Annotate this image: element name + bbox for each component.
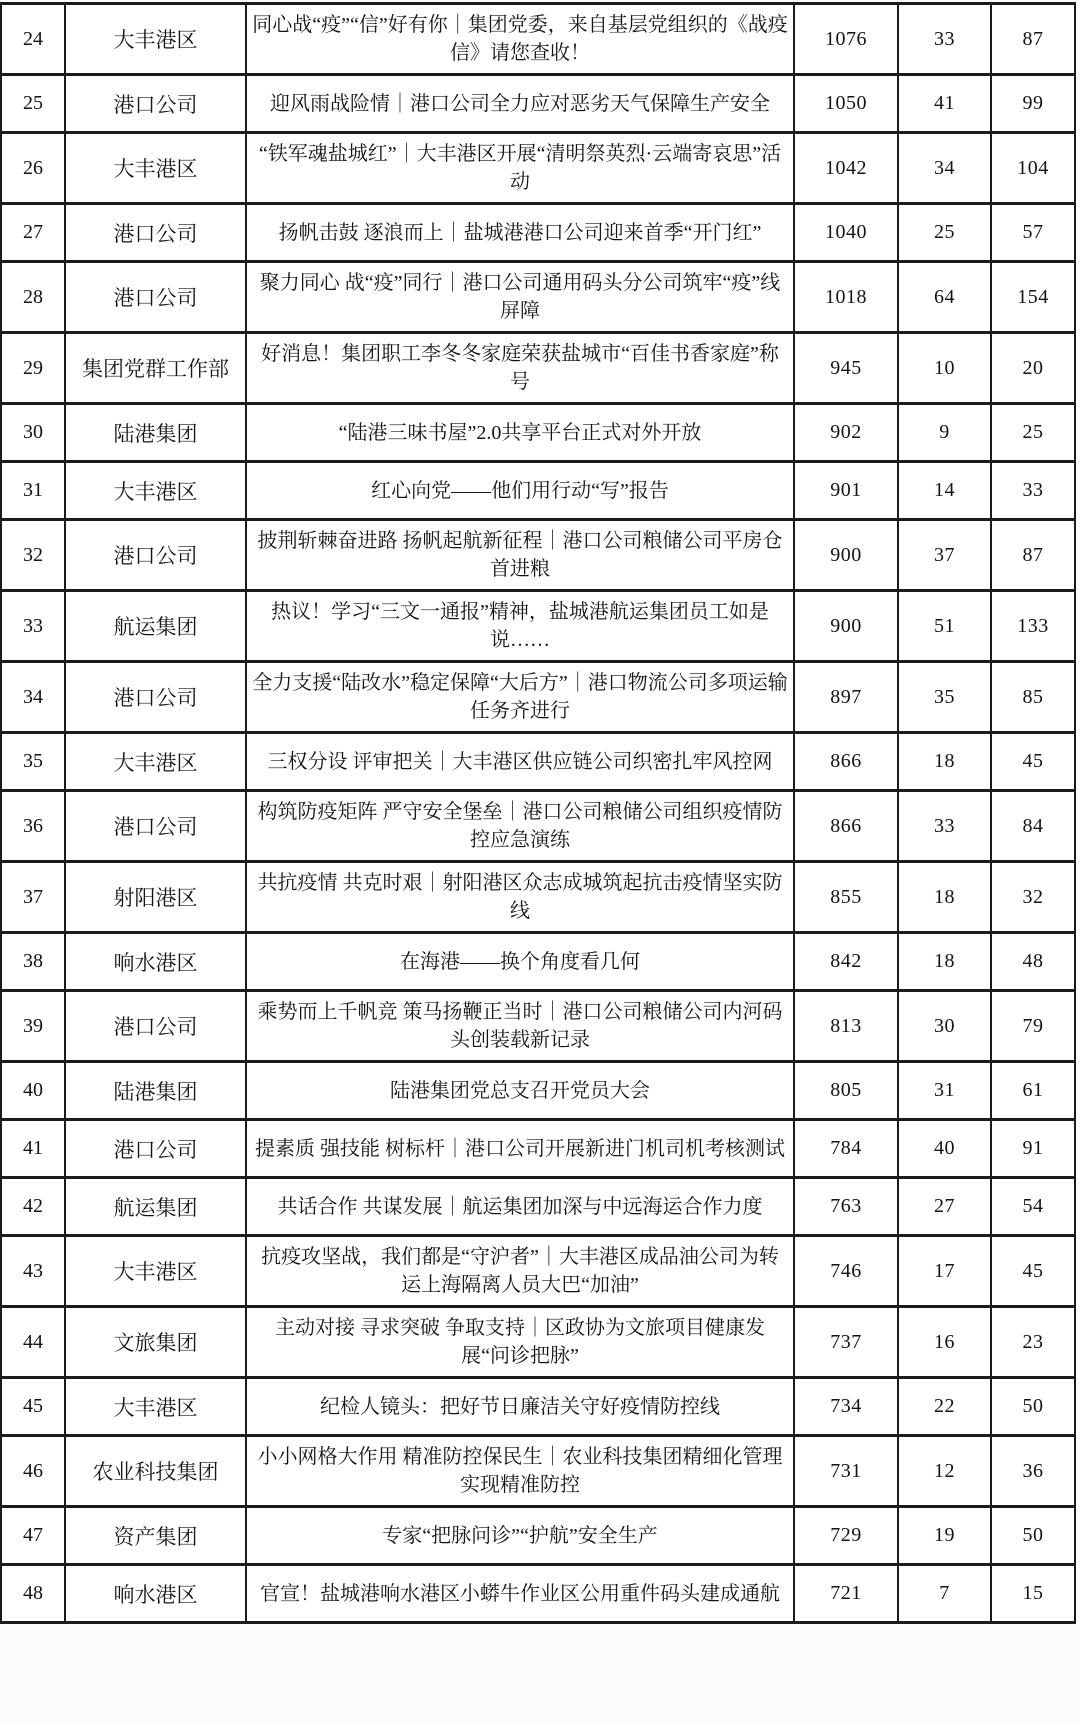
table-row xyxy=(1,204,1075,262)
title-cell: 官宣！盐城港响水港区小蟒牛作业区公用重件码头建成通航 xyxy=(246,1565,794,1623)
metric-1-cell: 945 xyxy=(794,333,898,404)
metric-1-cell: 900 xyxy=(794,591,898,662)
table-row xyxy=(1,991,1075,1062)
metric-2-cell: 16 xyxy=(898,1307,991,1378)
rank-cell: 34 xyxy=(1,662,65,733)
metric-2-cell: 17 xyxy=(898,1236,991,1307)
department-cell: 陆港集团 xyxy=(65,404,246,462)
metric-3-cell: 104 xyxy=(991,133,1075,204)
department-cell: 港口公司 xyxy=(65,520,246,591)
rank-cell: 31 xyxy=(1,462,65,520)
metric-3-cell: 79 xyxy=(991,991,1075,1062)
rank-cell: 28 xyxy=(1,262,65,333)
metric-1-cell: 1042 xyxy=(794,133,898,204)
metric-2-cell: 18 xyxy=(898,733,991,791)
metric-2-cell: 64 xyxy=(898,262,991,333)
rank-cell: 46 xyxy=(1,1436,65,1507)
rank-cell: 30 xyxy=(1,404,65,462)
department-cell: 航运集团 xyxy=(65,1178,246,1236)
metric-2-cell: 40 xyxy=(898,1120,991,1178)
metric-3-cell: 45 xyxy=(991,733,1075,791)
table-row xyxy=(1,733,1075,791)
metric-1-cell: 866 xyxy=(794,733,898,791)
metric-1-cell: 897 xyxy=(794,662,898,733)
metric-3-cell: 57 xyxy=(991,204,1075,262)
metric-1-cell: 1050 xyxy=(794,75,898,133)
department-cell: 大丰港区 xyxy=(65,1236,246,1307)
rank-cell: 43 xyxy=(1,1236,65,1307)
title-cell: 红心向党——他们用行动“写”报告 xyxy=(246,462,794,520)
title-cell: 纪检人镜头：把好节日廉洁关守好疫情防控线 xyxy=(246,1378,794,1436)
metric-1-cell: 729 xyxy=(794,1507,898,1565)
metric-3-cell: 85 xyxy=(991,662,1075,733)
title-cell: 三权分设 评审把关｜大丰港区供应链公司织密扎牢风控网 xyxy=(246,733,794,791)
table-row xyxy=(1,1307,1075,1378)
table-row xyxy=(1,1236,1075,1307)
metric-3-cell: 15 xyxy=(991,1565,1075,1623)
table-row xyxy=(1,1062,1075,1120)
metric-2-cell: 18 xyxy=(898,933,991,991)
department-cell: 航运集团 xyxy=(65,591,246,662)
department-cell: 港口公司 xyxy=(65,1120,246,1178)
table-row xyxy=(1,933,1075,991)
rank-cell: 42 xyxy=(1,1178,65,1236)
metric-1-cell: 763 xyxy=(794,1178,898,1236)
department-cell: 大丰港区 xyxy=(65,133,246,204)
metric-2-cell: 14 xyxy=(898,462,991,520)
metric-1-cell: 1076 xyxy=(794,4,898,75)
metric-3-cell: 61 xyxy=(991,1062,1075,1120)
metric-2-cell: 30 xyxy=(898,991,991,1062)
table-row xyxy=(1,1378,1075,1436)
title-cell: 同心战“疫”“信”好有你｜集团党委，来自基层党组织的《战疫信》请您查收！ xyxy=(246,4,794,75)
article-stats-table xyxy=(0,2,1076,1624)
metric-3-cell: 87 xyxy=(991,520,1075,591)
title-cell: 共话合作 共谋发展｜航运集团加深与中远海运合作力度 xyxy=(246,1178,794,1236)
metric-1-cell: 1040 xyxy=(794,204,898,262)
title-cell: 抗疫攻坚战，我们都是“守沪者”｜大丰港区成品油公司为转运上海隔离人员大巴“加油” xyxy=(246,1236,794,1307)
metric-2-cell: 35 xyxy=(898,662,991,733)
rank-cell: 39 xyxy=(1,991,65,1062)
metric-3-cell: 99 xyxy=(991,75,1075,133)
metric-3-cell: 32 xyxy=(991,862,1075,933)
department-cell: 大丰港区 xyxy=(65,1378,246,1436)
department-cell: 港口公司 xyxy=(65,662,246,733)
metric-1-cell: 902 xyxy=(794,404,898,462)
metric-1-cell: 900 xyxy=(794,520,898,591)
rank-cell: 44 xyxy=(1,1307,65,1378)
metric-2-cell: 10 xyxy=(898,333,991,404)
title-cell: 提素质 强技能 树标杆｜港口公司开展新进门机司机考核测试 xyxy=(246,1120,794,1178)
metric-3-cell: 50 xyxy=(991,1507,1075,1565)
metric-3-cell: 133 xyxy=(991,591,1075,662)
title-cell: 在海港——换个角度看几何 xyxy=(246,933,794,991)
metric-3-cell: 23 xyxy=(991,1307,1075,1378)
metric-2-cell: 12 xyxy=(898,1436,991,1507)
title-cell: 主动对接 寻求突破 争取支持｜区政协为文旅项目健康发展“问诊把脉” xyxy=(246,1307,794,1378)
department-cell: 集团党群工作部 xyxy=(65,333,246,404)
department-cell: 港口公司 xyxy=(65,991,246,1062)
title-cell: 专家“把脉问诊”“护航”安全生产 xyxy=(246,1507,794,1565)
table-row xyxy=(1,520,1075,591)
title-cell: “铁军魂盐城红”｜大丰港区开展“清明祭英烈·云端寄哀思”活动 xyxy=(246,133,794,204)
metric-1-cell: 746 xyxy=(794,1236,898,1307)
metric-3-cell: 33 xyxy=(991,462,1075,520)
title-cell: 聚力同心 战“疫”同行｜港口公司通用码头分公司筑牢“疫”线屏障 xyxy=(246,262,794,333)
metric-2-cell: 34 xyxy=(898,133,991,204)
title-cell: “陆港三味书屋”2.0共享平台正式对外开放 xyxy=(246,404,794,462)
table-row xyxy=(1,1507,1075,1565)
metric-1-cell: 855 xyxy=(794,862,898,933)
department-cell: 大丰港区 xyxy=(65,4,246,75)
metric-2-cell: 33 xyxy=(898,4,991,75)
rank-cell: 38 xyxy=(1,933,65,991)
metric-1-cell: 813 xyxy=(794,991,898,1062)
department-cell: 农业科技集团 xyxy=(65,1436,246,1507)
metric-1-cell: 737 xyxy=(794,1307,898,1378)
department-cell: 港口公司 xyxy=(65,262,246,333)
rank-cell: 36 xyxy=(1,791,65,862)
department-cell: 资产集团 xyxy=(65,1507,246,1565)
title-cell: 迎风雨战险情｜港口公司全力应对恶劣天气保障生产安全 xyxy=(246,75,794,133)
title-cell: 乘势而上千帆竞 策马扬鞭正当时｜港口公司粮储公司内河码头创装载新记录 xyxy=(246,991,794,1062)
rank-cell: 41 xyxy=(1,1120,65,1178)
metric-3-cell: 154 xyxy=(991,262,1075,333)
table-row xyxy=(1,462,1075,520)
table-row xyxy=(1,75,1075,133)
title-cell: 构筑防疫矩阵 严守安全堡垒｜港口公司粮储公司组织疫情防控应急演练 xyxy=(246,791,794,862)
department-cell: 射阳港区 xyxy=(65,862,246,933)
metric-3-cell: 48 xyxy=(991,933,1075,991)
metric-2-cell: 41 xyxy=(898,75,991,133)
rank-cell: 29 xyxy=(1,333,65,404)
metric-2-cell: 22 xyxy=(898,1378,991,1436)
metric-3-cell: 50 xyxy=(991,1378,1075,1436)
rank-cell: 45 xyxy=(1,1378,65,1436)
title-cell: 全力支援“陆改水”稳定保障“大后方”｜港口物流公司多项运输任务齐进行 xyxy=(246,662,794,733)
table-row xyxy=(1,862,1075,933)
metric-3-cell: 25 xyxy=(991,404,1075,462)
metric-1-cell: 734 xyxy=(794,1378,898,1436)
rank-cell: 33 xyxy=(1,591,65,662)
metric-3-cell: 36 xyxy=(991,1436,1075,1507)
table-row xyxy=(1,4,1075,75)
title-cell: 共抗疫情 共克时艰｜射阳港区众志成城筑起抗击疫情坚实防线 xyxy=(246,862,794,933)
metric-1-cell: 731 xyxy=(794,1436,898,1507)
title-cell: 热议！学习“三文一通报”精神，盐城港航运集团员工如是说…… xyxy=(246,591,794,662)
table-row xyxy=(1,1120,1075,1178)
department-cell: 大丰港区 xyxy=(65,462,246,520)
metric-2-cell: 33 xyxy=(898,791,991,862)
title-cell: 扬帆击鼓 逐浪而上｜盐城港港口公司迎来首季“开门红” xyxy=(246,204,794,262)
title-cell: 小小网格大作用 精准防控保民生｜农业科技集团精细化管理实现精准防控 xyxy=(246,1436,794,1507)
title-cell: 披荆斩棘奋进路 扬帆起航新征程｜港口公司粮储公司平房仓首进粮 xyxy=(246,520,794,591)
table-row xyxy=(1,662,1075,733)
table-row xyxy=(1,333,1075,404)
department-cell: 响水港区 xyxy=(65,1565,246,1623)
metric-3-cell: 84 xyxy=(991,791,1075,862)
metric-2-cell: 18 xyxy=(898,862,991,933)
table-row xyxy=(1,591,1075,662)
rank-cell: 35 xyxy=(1,733,65,791)
metric-3-cell: 54 xyxy=(991,1178,1075,1236)
rank-cell: 25 xyxy=(1,75,65,133)
metric-3-cell: 91 xyxy=(991,1120,1075,1178)
department-cell: 港口公司 xyxy=(65,204,246,262)
metric-2-cell: 19 xyxy=(898,1507,991,1565)
metric-1-cell: 901 xyxy=(794,462,898,520)
department-cell: 港口公司 xyxy=(65,75,246,133)
rank-cell: 32 xyxy=(1,520,65,591)
table-row xyxy=(1,1178,1075,1236)
department-cell: 大丰港区 xyxy=(65,733,246,791)
department-cell: 港口公司 xyxy=(65,791,246,862)
rank-cell: 27 xyxy=(1,204,65,262)
metric-2-cell: 31 xyxy=(898,1062,991,1120)
metric-2-cell: 25 xyxy=(898,204,991,262)
metric-2-cell: 51 xyxy=(898,591,991,662)
metric-1-cell: 1018 xyxy=(794,262,898,333)
metric-3-cell: 45 xyxy=(991,1236,1075,1307)
metric-3-cell: 87 xyxy=(991,4,1075,75)
metric-1-cell: 842 xyxy=(794,933,898,991)
rank-cell: 47 xyxy=(1,1507,65,1565)
table-row xyxy=(1,404,1075,462)
rank-cell: 37 xyxy=(1,862,65,933)
table-row xyxy=(1,133,1075,204)
metric-3-cell: 20 xyxy=(991,333,1075,404)
metric-1-cell: 805 xyxy=(794,1062,898,1120)
metric-1-cell: 721 xyxy=(794,1565,898,1623)
rank-cell: 24 xyxy=(1,4,65,75)
metric-2-cell: 7 xyxy=(898,1565,991,1623)
metric-1-cell: 784 xyxy=(794,1120,898,1178)
table-row xyxy=(1,1436,1075,1507)
department-cell: 文旅集团 xyxy=(65,1307,246,1378)
department-cell: 响水港区 xyxy=(65,933,246,991)
metric-1-cell: 866 xyxy=(794,791,898,862)
rank-cell: 48 xyxy=(1,1565,65,1623)
title-cell: 陆港集团党总支召开党员大会 xyxy=(246,1062,794,1120)
rank-cell: 40 xyxy=(1,1062,65,1120)
rank-cell: 26 xyxy=(1,133,65,204)
table-row xyxy=(1,262,1075,333)
table-row xyxy=(1,791,1075,862)
metric-2-cell: 9 xyxy=(898,404,991,462)
table-row xyxy=(1,1565,1075,1623)
title-cell: 好消息！集团职工李冬冬家庭荣获盐城市“百佳书香家庭”称号 xyxy=(246,333,794,404)
metric-2-cell: 37 xyxy=(898,520,991,591)
department-cell: 陆港集团 xyxy=(65,1062,246,1120)
metric-2-cell: 27 xyxy=(898,1178,991,1236)
